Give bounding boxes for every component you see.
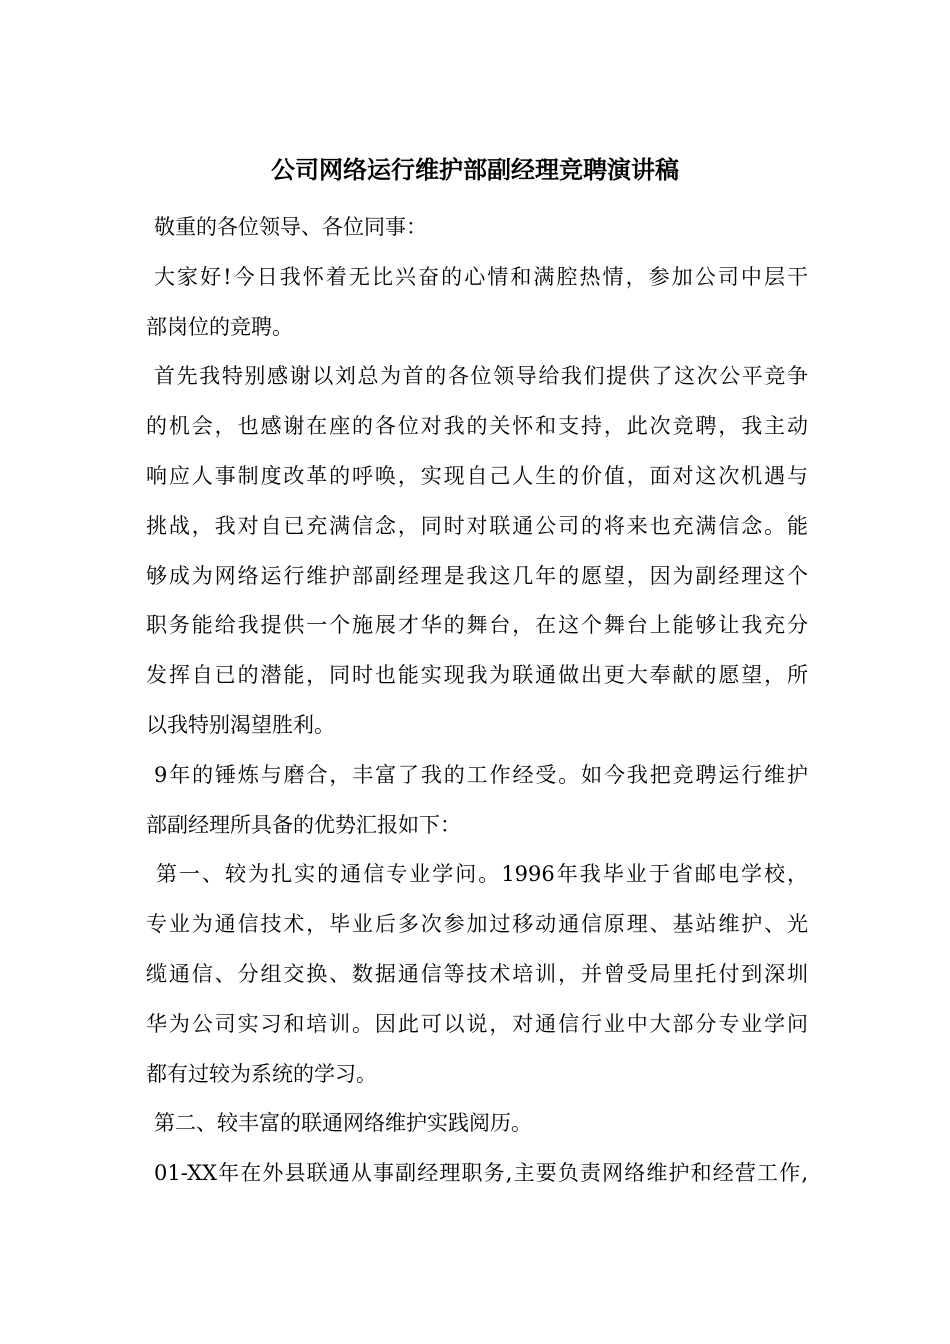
paragraph-line: 缆通信、分组交换、数据通信等技术培训，并曾受局里托付到深圳 (146, 961, 808, 986)
paragraph-line: 部岗位的竞聘。 (146, 314, 293, 339)
paragraph-line: 第一、较为扎实的通信专业学问。1996年我毕业于省邮电学校， (156, 862, 808, 887)
paragraph-line: 大家好!今日我怀着无比兴奋的心情和满腔热情，参加公司中层干 (154, 264, 808, 289)
paragraph-line: 响应人事制度改革的呼唤，实现自己人生的价值，面对这次机遇与 (146, 463, 808, 488)
paragraph-line: 华为公司实习和培训。因此可以说，对通信行业中大部分专业学问 (146, 1011, 808, 1036)
paragraph-line: 第二、较丰富的联通网络维护实践阅历。 (154, 1111, 532, 1136)
paragraph-line: 以我特别渴望胜利。 (146, 712, 335, 737)
paragraph-line: 挑战，我对自已充满信念，同时对联通公司的将来也充满信念。能 (146, 513, 808, 538)
paragraph-line: 9年的锤炼与磨合，丰富了我的工作经受。如今我把竞聘运行维护 (154, 762, 808, 787)
document-title: 公司网络运行维护部副经理竞聘演讲稿 (271, 155, 679, 184)
paragraph-line: 专业为通信技术，毕业后多次参加过移动通信原理、基站维护、光 (146, 912, 808, 937)
paragraph-line: 的机会，也感谢在座的各位对我的关怀和支持，此次竞聘，我主动 (146, 414, 808, 439)
paragraph-line: 够成为网络运行维护部副经理是我这几年的愿望，因为副经理这个 (146, 563, 808, 588)
paragraph-line: 首先我特别感谢以刘总为首的各位领导给我们提供了这次公平竞争 (154, 364, 808, 389)
paragraph-line: 部副经理所具备的优势汇报如下： (146, 812, 461, 837)
paragraph-line: 都有过较为系统的学习。 (146, 1061, 377, 1086)
paragraph-line: 发挥自已的潜能，同时也能实现我为联通做出更大奉献的愿望，所 (146, 663, 808, 688)
paragraph-line: 职务能给我提供一个施展才华的舞台，在这个舞台上能够让我充分 (146, 613, 808, 638)
paragraph-line: 01-XX年在外县联通从事副经理职务,主要负责网络维护和经营工作, (154, 1161, 808, 1186)
paragraph-line: 敬重的各位领导、各位同事： (154, 215, 427, 239)
document-body (146, 203, 808, 1199)
